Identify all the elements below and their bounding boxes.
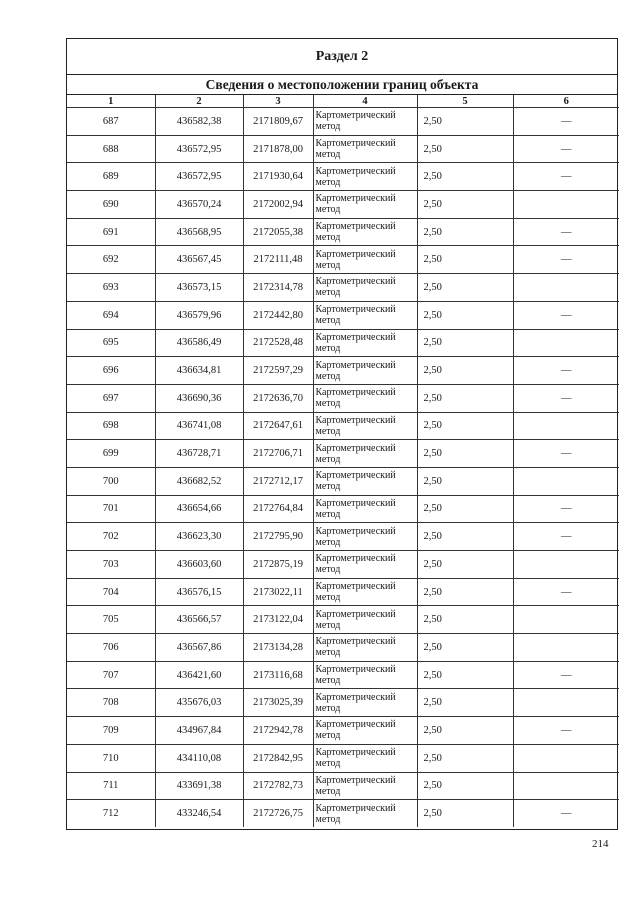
table-row <box>67 495 619 523</box>
note-cell <box>513 634 619 662</box>
x-coordinate-cell: 435676,03 <box>155 689 243 717</box>
accuracy-cell: 2,50 <box>417 163 513 191</box>
note-cell: — <box>513 800 619 827</box>
point-number-cell: 702 <box>67 523 155 551</box>
table-row <box>67 800 619 827</box>
note-cell: — <box>513 384 619 412</box>
method-cell: Картометрический метод <box>313 606 417 634</box>
accuracy-cell: 2,50 <box>417 218 513 246</box>
point-number-cell: 710 <box>67 744 155 772</box>
x-coordinate-cell: 436682,52 <box>155 467 243 495</box>
point-number-cell: 698 <box>67 412 155 440</box>
y-coordinate-cell: 2172647,61 <box>243 412 313 440</box>
x-coordinate-cell: 436567,86 <box>155 634 243 662</box>
x-coordinate-cell: 436728,71 <box>155 440 243 468</box>
note-cell: — <box>513 440 619 468</box>
accuracy-cell: 2,50 <box>417 108 513 136</box>
method-cell: Картометрический метод <box>313 218 417 246</box>
accuracy-cell: 2,50 <box>417 384 513 412</box>
x-coordinate-cell: 436741,08 <box>155 412 243 440</box>
y-coordinate-cell: 2173134,28 <box>243 634 313 662</box>
y-coordinate-cell: 2172706,71 <box>243 440 313 468</box>
point-number-cell: 711 <box>67 772 155 800</box>
point-number-cell: 709 <box>67 717 155 745</box>
y-coordinate-cell: 2172842,95 <box>243 744 313 772</box>
accuracy-cell: 2,50 <box>417 717 513 745</box>
point-number-cell: 690 <box>67 191 155 219</box>
y-coordinate-cell: 2171809,67 <box>243 108 313 136</box>
y-coordinate-cell: 2172002,94 <box>243 191 313 219</box>
y-coordinate-cell: 2172528,48 <box>243 329 313 357</box>
note-cell: — <box>513 108 619 136</box>
table-row <box>67 301 619 329</box>
y-coordinate-cell: 2172795,90 <box>243 523 313 551</box>
method-cell: Картометрический метод <box>313 661 417 689</box>
accuracy-cell: 2,50 <box>417 467 513 495</box>
note-cell <box>513 274 619 302</box>
accuracy-cell: 2,50 <box>417 412 513 440</box>
document-frame <box>66 38 618 830</box>
table-row <box>67 772 619 800</box>
note-cell: — <box>513 357 619 385</box>
x-coordinate-cell: 436421,60 <box>155 661 243 689</box>
x-coordinate-cell: 436568,95 <box>155 218 243 246</box>
accuracy-cell: 2,50 <box>417 329 513 357</box>
column-header: 5 <box>417 95 513 108</box>
column-header: 6 <box>513 95 619 108</box>
y-coordinate-cell: 2172942,78 <box>243 717 313 745</box>
table-row <box>67 744 619 772</box>
y-coordinate-cell: 2172726,75 <box>243 800 313 827</box>
accuracy-cell: 2,50 <box>417 523 513 551</box>
table-row <box>67 108 619 136</box>
method-cell: Картометрический метод <box>313 357 417 385</box>
accuracy-cell: 2,50 <box>417 440 513 468</box>
subsection-title: Сведения о местоположении границ объекта <box>67 75 617 95</box>
note-cell: — <box>513 135 619 163</box>
method-cell: Картометрический метод <box>313 495 417 523</box>
x-coordinate-cell: 436566,57 <box>155 606 243 634</box>
point-number-cell: 708 <box>67 689 155 717</box>
section-title: Раздел 2 <box>67 39 617 75</box>
table-row <box>67 523 619 551</box>
point-number-cell: 689 <box>67 163 155 191</box>
y-coordinate-cell: 2171930,64 <box>243 163 313 191</box>
y-coordinate-cell: 2172764,84 <box>243 495 313 523</box>
point-number-cell: 697 <box>67 384 155 412</box>
note-cell: — <box>513 495 619 523</box>
method-cell: Картометрический метод <box>313 412 417 440</box>
table-header-row <box>67 95 619 108</box>
y-coordinate-cell: 2172782,73 <box>243 772 313 800</box>
table-row <box>67 357 619 385</box>
accuracy-cell: 2,50 <box>417 689 513 717</box>
x-coordinate-cell: 436634,81 <box>155 357 243 385</box>
table-row <box>67 578 619 606</box>
point-number-cell: 704 <box>67 578 155 606</box>
table-row <box>67 440 619 468</box>
table-row <box>67 717 619 745</box>
method-cell: Картометрический метод <box>313 523 417 551</box>
y-coordinate-cell: 2172875,19 <box>243 551 313 579</box>
x-coordinate-cell: 436576,15 <box>155 578 243 606</box>
note-cell <box>513 606 619 634</box>
y-coordinate-cell: 2173022,11 <box>243 578 313 606</box>
accuracy-cell: 2,50 <box>417 744 513 772</box>
table-row <box>67 191 619 219</box>
accuracy-cell: 2,50 <box>417 246 513 274</box>
method-cell: Картометрический метод <box>313 551 417 579</box>
method-cell: Картометрический метод <box>313 163 417 191</box>
table-row <box>67 329 619 357</box>
accuracy-cell: 2,50 <box>417 634 513 662</box>
table-body <box>67 108 619 827</box>
accuracy-cell: 2,50 <box>417 274 513 302</box>
column-header: 2 <box>155 95 243 108</box>
method-cell: Картометрический метод <box>313 717 417 745</box>
method-cell: Картометрический метод <box>313 772 417 800</box>
table-row <box>67 606 619 634</box>
y-coordinate-cell: 2172055,38 <box>243 218 313 246</box>
column-header: 4 <box>313 95 417 108</box>
method-cell: Картометрический метод <box>313 800 417 827</box>
table-row <box>67 467 619 495</box>
note-cell: — <box>513 578 619 606</box>
method-cell: Картометрический метод <box>313 744 417 772</box>
method-cell: Картометрический метод <box>313 689 417 717</box>
y-coordinate-cell: 2172314,78 <box>243 274 313 302</box>
x-coordinate-cell: 434967,84 <box>155 717 243 745</box>
y-coordinate-cell: 2171878,00 <box>243 135 313 163</box>
point-number-cell: 696 <box>67 357 155 385</box>
point-number-cell: 687 <box>67 108 155 136</box>
note-cell: — <box>513 246 619 274</box>
y-coordinate-cell: 2172712,17 <box>243 467 313 495</box>
method-cell: Картометрический метод <box>313 329 417 357</box>
y-coordinate-cell: 2172597,29 <box>243 357 313 385</box>
point-number-cell: 701 <box>67 495 155 523</box>
table-row <box>67 384 619 412</box>
accuracy-cell: 2,50 <box>417 191 513 219</box>
point-number-cell: 688 <box>67 135 155 163</box>
x-coordinate-cell: 433691,38 <box>155 772 243 800</box>
x-coordinate-cell: 436567,45 <box>155 246 243 274</box>
point-number-cell: 703 <box>67 551 155 579</box>
accuracy-cell: 2,50 <box>417 800 513 827</box>
note-cell <box>513 551 619 579</box>
point-number-cell: 712 <box>67 800 155 827</box>
y-coordinate-cell: 2172111,48 <box>243 246 313 274</box>
accuracy-cell: 2,50 <box>417 606 513 634</box>
x-coordinate-cell: 436582,38 <box>155 108 243 136</box>
note-cell <box>513 467 619 495</box>
accuracy-cell: 2,50 <box>417 551 513 579</box>
x-coordinate-cell: 436572,95 <box>155 135 243 163</box>
note-cell: — <box>513 163 619 191</box>
method-cell: Картометрический метод <box>313 191 417 219</box>
method-cell: Картометрический метод <box>313 440 417 468</box>
x-coordinate-cell: 436690,36 <box>155 384 243 412</box>
x-coordinate-cell: 436586,49 <box>155 329 243 357</box>
method-cell: Картометрический метод <box>313 467 417 495</box>
table-row <box>67 551 619 579</box>
accuracy-cell: 2,50 <box>417 772 513 800</box>
note-cell: — <box>513 717 619 745</box>
point-number-cell: 705 <box>67 606 155 634</box>
point-number-cell: 692 <box>67 246 155 274</box>
accuracy-cell: 2,50 <box>417 135 513 163</box>
method-cell: Картометрический метод <box>313 108 417 136</box>
note-cell: — <box>513 523 619 551</box>
note-cell: — <box>513 661 619 689</box>
table-row <box>67 661 619 689</box>
accuracy-cell: 2,50 <box>417 495 513 523</box>
x-coordinate-cell: 436573,15 <box>155 274 243 302</box>
coordinates-table <box>67 95 619 827</box>
table-row <box>67 634 619 662</box>
method-cell: Картометрический метод <box>313 384 417 412</box>
point-number-cell: 694 <box>67 301 155 329</box>
method-cell: Картометрический метод <box>313 301 417 329</box>
y-coordinate-cell: 2173116,68 <box>243 661 313 689</box>
point-number-cell: 706 <box>67 634 155 662</box>
note-cell <box>513 744 619 772</box>
y-coordinate-cell: 2173025,39 <box>243 689 313 717</box>
table-row <box>67 135 619 163</box>
x-coordinate-cell: 434110,08 <box>155 744 243 772</box>
point-number-cell: 699 <box>67 440 155 468</box>
table-row <box>67 412 619 440</box>
column-header: 3 <box>243 95 313 108</box>
point-number-cell: 695 <box>67 329 155 357</box>
x-coordinate-cell: 436603,60 <box>155 551 243 579</box>
x-coordinate-cell: 433246,54 <box>155 800 243 827</box>
point-number-cell: 691 <box>67 218 155 246</box>
method-cell: Картометрический метод <box>313 246 417 274</box>
y-coordinate-cell: 2172636,70 <box>243 384 313 412</box>
table-row <box>67 274 619 302</box>
method-cell: Картометрический метод <box>313 634 417 662</box>
point-number-cell: 707 <box>67 661 155 689</box>
accuracy-cell: 2,50 <box>417 357 513 385</box>
note-cell <box>513 772 619 800</box>
x-coordinate-cell: 436572,95 <box>155 163 243 191</box>
table-row <box>67 689 619 717</box>
x-coordinate-cell: 436570,24 <box>155 191 243 219</box>
note-cell <box>513 191 619 219</box>
note-cell <box>513 689 619 717</box>
method-cell: Картометрический метод <box>313 274 417 302</box>
y-coordinate-cell: 2172442,80 <box>243 301 313 329</box>
note-cell: — <box>513 218 619 246</box>
y-coordinate-cell: 2173122,04 <box>243 606 313 634</box>
accuracy-cell: 2,50 <box>417 301 513 329</box>
accuracy-cell: 2,50 <box>417 661 513 689</box>
table-row <box>67 246 619 274</box>
note-cell: — <box>513 301 619 329</box>
method-cell: Картометрический метод <box>313 578 417 606</box>
x-coordinate-cell: 436623,30 <box>155 523 243 551</box>
x-coordinate-cell: 436654,66 <box>155 495 243 523</box>
page-number: 214 <box>592 838 609 850</box>
table-row <box>67 218 619 246</box>
accuracy-cell: 2,50 <box>417 578 513 606</box>
point-number-cell: 693 <box>67 274 155 302</box>
note-cell <box>513 412 619 440</box>
column-header: 1 <box>67 95 155 108</box>
note-cell <box>513 329 619 357</box>
point-number-cell: 700 <box>67 467 155 495</box>
method-cell: Картометрический метод <box>313 135 417 163</box>
x-coordinate-cell: 436579,96 <box>155 301 243 329</box>
table-row <box>67 163 619 191</box>
